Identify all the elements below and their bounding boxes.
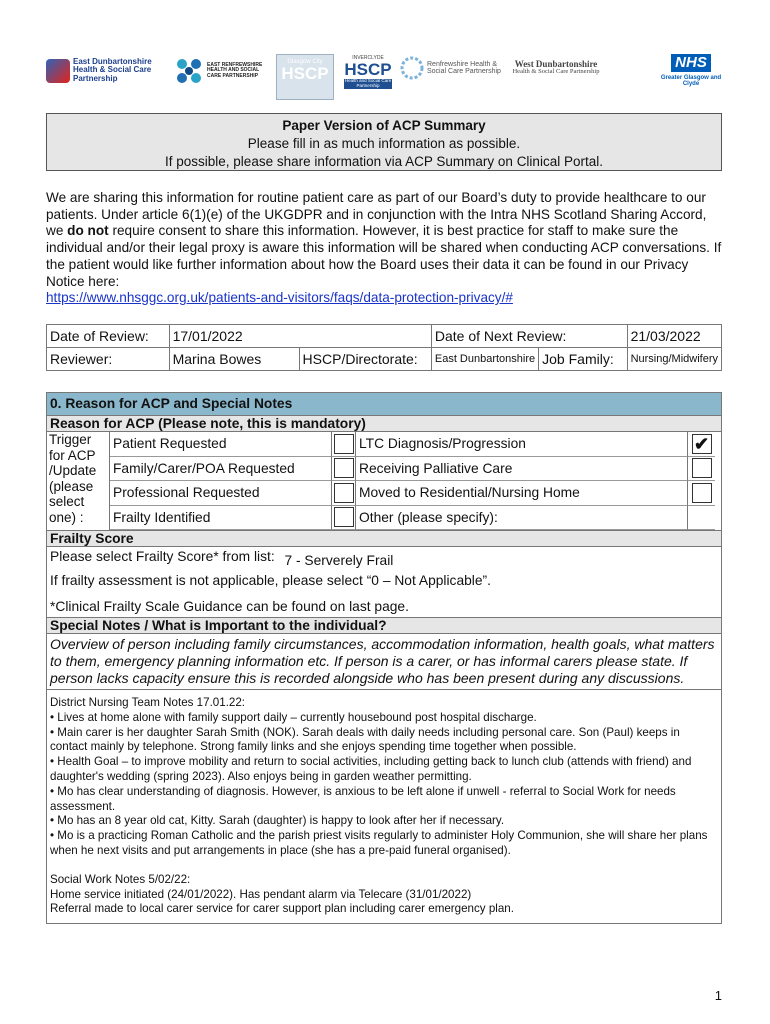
notes-line: • Mo has an 8 year old cat, Kitty. Sarah (daughter) is happy to look after her if necessary. [50,814,505,828]
west-dunbartonshire-logo: West Dunbartonshire Health & Social Care Partnership [512,59,600,76]
hscp-label: HSCP/Directorate: [299,348,431,371]
page-number: 1 [714,988,722,1003]
notes-line: • Main carer is her daughter Sarah Smith (NOK). Sarah deals with daily needs including personal care. Son (Paul) keeps in contact mainly by telephone. Strong family links and she enjoys spending time together when possible. [50,725,680,754]
reason-heading: Reason for ACP (Please note, this is mandatory) [47,416,721,432]
trigger-professional-requested: Professional Requested [110,481,332,506]
section-0-heading: 0. Reason for ACP and Special Notes [47,393,721,416]
trigger-moved-residential: Moved to Residential/Nursing Home [356,481,688,506]
section-0 [46,392,722,924]
checkbox-ltc-diagnosis[interactable]: ✔ [692,434,712,454]
trigger-palliative-care: Receiving Palliative Care [356,457,688,482]
ed-mark-icon [46,59,70,83]
review-details-table [46,324,722,371]
special-notes-text[interactable] [47,690,721,923]
privacy-intro: We are sharing this information for routine patient care as part of our Board’s duty to provide healthcare to our patients. Under article 6(1)(e) of the UKGDPR and in conjunction with the Intra NHS Scotland Sharing Accord, we do not require consent to share this information. However, it is best practice for staff to make sure the individual and/or their legal proxy is aware this information will be shared when conducting ACP conversations. If the patient would like further information about how the Board uses their data it can be found in our Privacy Notice here: https://www.nhsggc.org.uk/patients-and-visitors/faqs/data-protection-privacy/# [46,190,722,306]
checkbox-patient-requested[interactable] [334,434,354,454]
notes-line [50,859,718,873]
checkbox-palliative-care[interactable] [692,458,712,478]
trigger-label: Trigger for ACP /Update (please select one) : [47,432,110,530]
trigger-patient-requested: Patient Requested [110,432,332,457]
reviewer-label: Reviewer: [47,348,170,371]
inverclyde-logo: INVERCLYDE HSCP Health and Social Care Partnership [344,55,392,88]
checkbox-family-requested[interactable] [334,458,354,478]
checkbox-professional-requested[interactable] [334,483,354,503]
notes-line: District Nursing Team Notes 17.01.22: [50,696,246,709]
notes-line: Social Work Notes 5/02/22: [50,872,191,886]
nhs-ggc-logo: NHS Greater Glasgow and Clyde [660,54,722,88]
trigger-other: Other (please specify): [356,506,688,531]
notes-line: • Lives at home alone with family support daily – currently housebound post hospital discharge. [50,710,537,724]
trigger-ltc-diagnosis: LTC Diagnosis/Progression [356,432,688,457]
date-of-review-field[interactable]: 17/01/2022 [169,325,431,348]
frailty-guidance-note: *Clinical Frailty Scale Guidance can be found on last page. [50,599,409,614]
checkbox-moved-residential[interactable] [692,483,712,503]
trigger-group [47,432,721,531]
renfrewshire-logo: Renfrewshire Health & Social Care Partnership [400,56,507,80]
notes-line: Home service initiated (24/01/2022). Has pendant alarm via Telecare (31/01/2022) [50,887,472,901]
job-family-label: Job Family: [539,348,627,371]
frailty-heading: Frailty Score [47,531,721,547]
reviewer-field[interactable]: Marina Bowes [169,348,299,371]
frailty-prompt: Please select Frailty Score* from list: [50,549,275,564]
date-of-review-label: Date of Review: [47,325,170,348]
date-next-review-label: Date of Next Review: [431,325,627,348]
special-notes-instructions: Overview of person including family circumstances, accommodation information, health goals, what matters to them, emergency planning information etc. If person is a carer, or has informal carers please state. If person lacks capacity ensure this is recorded alongside who has been present during any discussions. [47,634,721,690]
renfrewshire-mark-icon [400,56,424,80]
hscp-field[interactable]: East Dunbartonshire [431,348,538,371]
glasgow-city-logo: Glasgow City HSCP [276,54,334,100]
east-dunbartonshire-logo: East Dunbartonshire Health & Social Care Partnership [46,58,165,83]
form-title-box [46,113,722,171]
job-family-field[interactable]: Nursing/Midwifery [627,348,721,371]
frailty-score-select[interactable]: 7 - Serverely Frail [284,553,394,568]
other-specify-field[interactable] [688,506,715,531]
notes-line: • Mo has clear understanding of diagnosis. However, is anxious to be left alone if unwell - referral to Social Work for needs assessment. [50,784,676,813]
checkbox-frailty-identified[interactable] [334,507,354,527]
partner-logos [44,50,734,106]
form-subtitle-1: Please fill in as much information as possible. [247,136,521,151]
date-next-review-field[interactable]: 21/03/2022 [627,325,721,348]
special-notes-heading: Special Notes / What is Important to the individual? [47,618,721,634]
trigger-frailty-identified: Frailty Identified [110,506,332,531]
er-mark-icon [174,56,204,86]
frailty-block [47,547,721,618]
trigger-family-requested: Family/Carer/POA Requested [110,457,332,482]
privacy-notice-link[interactable]: https://www.nhsggc.org.uk/patients-and-visitors/faqs/data-protection-privacy/# [46,290,513,306]
notes-line: • Mo is a practicing Roman Catholic and the parish priest visits regularly to administer Holy Communion, she will share her plans when he next visits and put arrangements in place (she has a pre-paid funeral organised). [50,829,708,857]
form-subtitle-2: If possible, please share information via ACP Summary on Clinical Portal. [165,154,603,169]
form-title: Paper Version of ACP Summary [282,118,486,133]
notes-line: • Health Goal – to improve mobility and return to social activities, including getting back to lunch club (attends with friend) and daughter's wedding (spring 2023). Also enjoys being in garden weather permitting. [50,755,692,783]
notes-line: Referral made to local carer service for carer support plan including carer emergency plan. [50,902,514,916]
east-renfrewshire-logo: EAST RENFREWSHIRE HEALTH AND SOCIAL CARE PARTNERSHIP [174,56,267,86]
frailty-na-note: If frailty assessment is not applicable, please select “0 – Not Applicable”. [50,573,491,588]
trigger-options [110,432,721,530]
